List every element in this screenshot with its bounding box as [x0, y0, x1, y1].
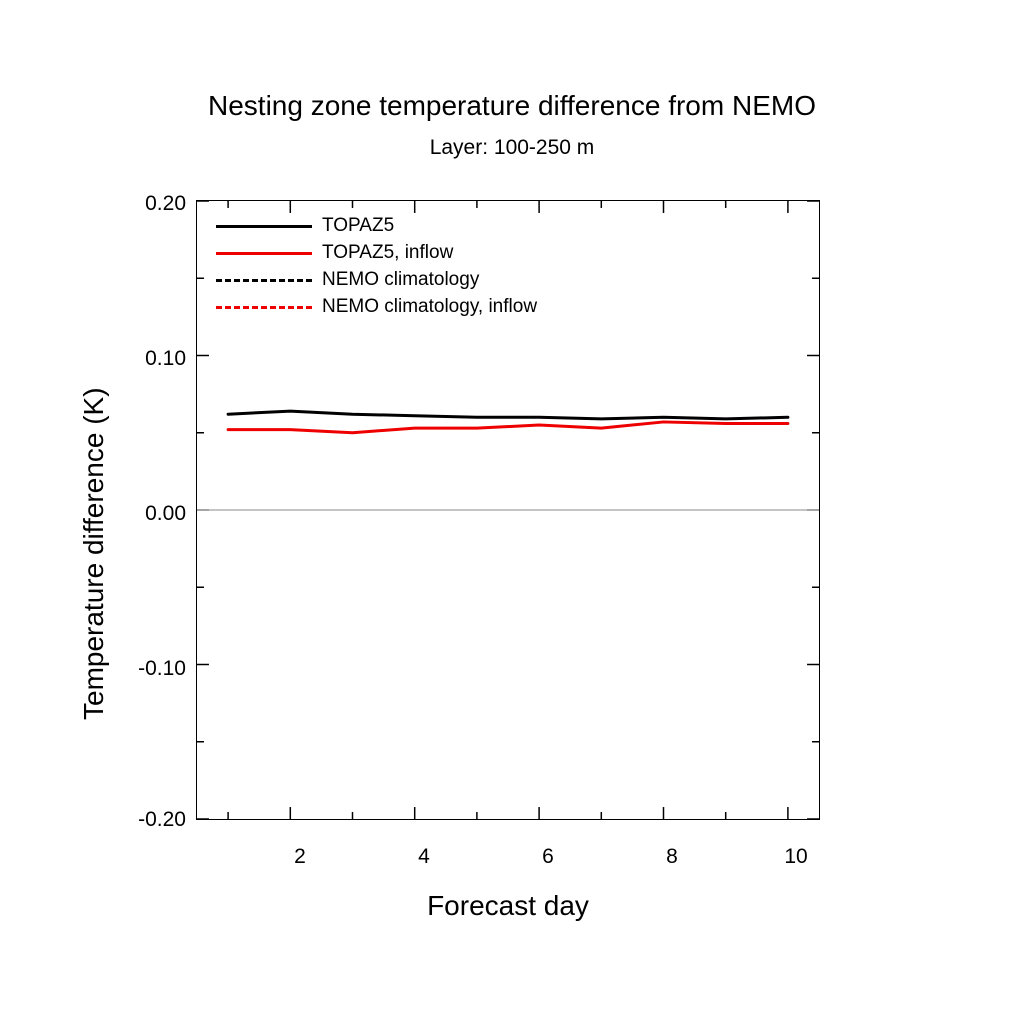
chart-title: Nesting zone temperature difference from NEMO — [208, 90, 816, 121]
y-tick-label: -0.20 — [138, 808, 186, 831]
legend-key-nemo-climatology — [216, 270, 312, 290]
series-line-1 — [228, 411, 788, 419]
legend-item — [216, 239, 616, 266]
x-tick-label: 4 — [418, 845, 430, 868]
legend-item — [216, 266, 616, 293]
x-axis-label: Forecast day — [427, 890, 589, 921]
y-tick-label: 0.20 — [145, 192, 186, 215]
x-tick-label: 10 — [784, 845, 808, 868]
series-line-2 — [228, 422, 788, 433]
y-tick-label: -0.10 — [138, 657, 186, 680]
y-tick-label: 0.00 — [145, 502, 186, 525]
legend-key-nemo-climatology-inflow — [216, 297, 312, 317]
legend-key-topaz5 — [216, 216, 312, 236]
legend-label: TOPAZ5 — [322, 214, 395, 236]
legend-key-topaz5-inflow — [216, 243, 312, 263]
chart-subtitle: Layer: 100-250 m — [429, 136, 595, 159]
x-tick-label: 6 — [542, 845, 554, 868]
y-tick-label: 0.10 — [145, 347, 186, 370]
legend-item — [216, 293, 616, 320]
data-series-group — [228, 411, 788, 433]
x-tick-label: 2 — [294, 845, 306, 868]
y-axis-label: Temperature difference (K) — [78, 387, 109, 720]
legend-item — [216, 212, 616, 239]
legend-label: NEMO climatology — [322, 268, 480, 290]
chart-legend — [216, 212, 616, 320]
legend-label: NEMO climatology, inflow — [322, 295, 538, 317]
y-axis-ticks — [82, 0, 186, 1024]
legend-label: TOPAZ5, inflow — [322, 241, 454, 263]
x-tick-label: 8 — [666, 845, 678, 868]
